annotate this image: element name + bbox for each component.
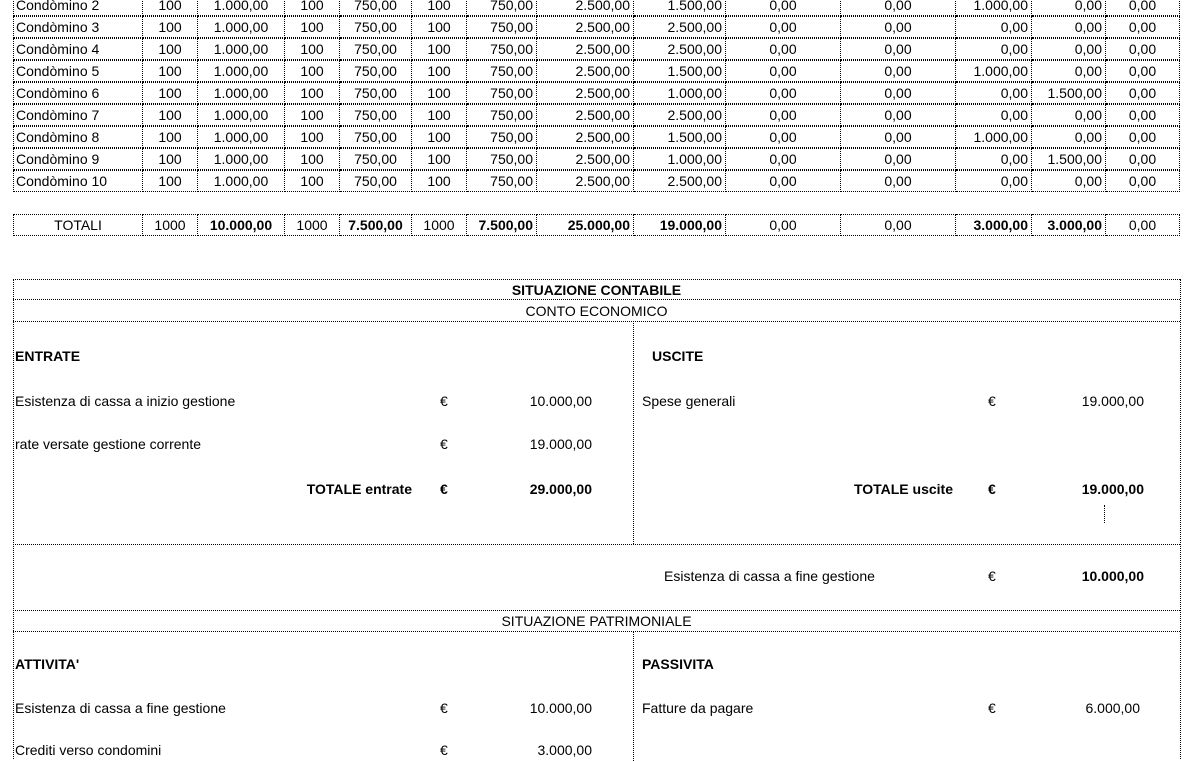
attivita-line-label: Crediti verso condomini [15, 742, 162, 758]
table-cell: 1.000,00 [198, 126, 285, 148]
table-cell: 0,00 [1032, 0, 1106, 16]
totals-cell: 3.000,00 [1032, 214, 1106, 236]
table-cell: 1.500,00 [634, 126, 726, 148]
entrate-line-label: rate versate gestione corrente [15, 436, 201, 452]
condomino-name: Condòmino 5 [13, 60, 143, 82]
euro-symbol: € [440, 700, 448, 716]
report-divider [13, 610, 1180, 611]
table-cell: 100 [285, 82, 340, 104]
table-cell: 0,00 [956, 38, 1032, 60]
table-cell: 100 [143, 38, 198, 60]
table-cell: 0,00 [726, 126, 841, 148]
table-cell: 750,00 [467, 82, 537, 104]
table-cell: 1.000,00 [956, 126, 1032, 148]
table-cell: 100 [285, 148, 340, 170]
table-cell: 100 [412, 126, 467, 148]
table-cell: 750,00 [467, 0, 537, 16]
table-cell: 1.000,00 [198, 0, 285, 16]
report-top-border [13, 279, 1180, 280]
table-cell: 0,00 [726, 104, 841, 126]
table-cell: 750,00 [467, 126, 537, 148]
table-cell: 750,00 [467, 104, 537, 126]
condomino-name: Condòmino 9 [13, 148, 143, 170]
table-cell: 0,00 [841, 82, 956, 104]
table-cell: 100 [285, 104, 340, 126]
table-cell: 100 [143, 148, 198, 170]
table-cell: 100 [285, 60, 340, 82]
table-cell: 750,00 [340, 16, 412, 38]
table-cell: 1.000,00 [198, 16, 285, 38]
euro-symbol: € [440, 742, 448, 758]
table-cell: 1.000,00 [634, 148, 726, 170]
condomino-name: Condòmino 4 [13, 38, 143, 60]
entrate-line-amount: 19.000,00 [529, 436, 592, 452]
table-cell: 100 [412, 170, 467, 192]
report-divider [13, 321, 1180, 322]
uscite-heading: USCITE [652, 348, 704, 364]
table-cell: 750,00 [467, 38, 537, 60]
table-cell: 100 [285, 16, 340, 38]
table-cell: 2.500,00 [537, 148, 634, 170]
entrate-heading: ENTRATE [15, 348, 81, 364]
table-cell: 100 [143, 126, 198, 148]
table-cell: 1.500,00 [634, 60, 726, 82]
table-cell: 0,00 [841, 38, 956, 60]
attivita-line-amount: 3.000,00 [537, 742, 592, 758]
table-cell: 0,00 [841, 104, 956, 126]
table-cell: 0,00 [1106, 126, 1180, 148]
euro-symbol: € [988, 393, 996, 409]
attivita-line-amount: 10.000,00 [529, 700, 592, 716]
passivita-heading: PASSIVITA [642, 656, 714, 672]
table-cell: 0,00 [1032, 104, 1106, 126]
table-cell: 750,00 [467, 60, 537, 82]
table-cell: 0,00 [726, 170, 841, 192]
totals-cell: 10.000,00 [198, 214, 285, 236]
totals-cell: 1000 [143, 214, 198, 236]
table-cell: 0,00 [726, 148, 841, 170]
table-cell: 0,00 [1032, 38, 1106, 60]
entrate-line-amount: 10.000,00 [529, 393, 592, 409]
table-cell: 750,00 [340, 60, 412, 82]
table-cell: 750,00 [340, 170, 412, 192]
totals-cell: 0,00 [1106, 214, 1180, 236]
entrate-line-label: Esistenza di cassa a inizio gestione [15, 393, 236, 409]
table-cell: 0,00 [956, 104, 1032, 126]
table-cell: 0,00 [1032, 60, 1106, 82]
totals-cell: 25.000,00 [537, 214, 634, 236]
table-cell: 750,00 [467, 148, 537, 170]
conto-economico-title: CONTO ECONOMICO [525, 303, 668, 319]
table-cell: 750,00 [340, 82, 412, 104]
table-cell: 0,00 [841, 148, 956, 170]
table-cell: 0,00 [1106, 38, 1180, 60]
table-cell: 0,00 [726, 82, 841, 104]
table-cell: 2.500,00 [537, 60, 634, 82]
table-cell: 100 [285, 38, 340, 60]
table-cell: 750,00 [340, 38, 412, 60]
table-cell: 100 [285, 0, 340, 16]
table-cell: 1.000,00 [198, 148, 285, 170]
euro-symbol: € [440, 481, 448, 497]
situazione-patrimoniale-title: SITUAZIONE PATRIMONIALE [501, 613, 692, 629]
table-cell: 0,00 [1032, 16, 1106, 38]
table-cell: 100 [412, 82, 467, 104]
totale-entrate-amount: 29.000,00 [529, 481, 592, 497]
table-cell: 0,00 [841, 16, 956, 38]
report-divider [13, 544, 1180, 545]
table-cell: 750,00 [340, 0, 412, 16]
table-cell: 2.500,00 [537, 0, 634, 16]
table-cell: 100 [412, 16, 467, 38]
totals-cell: 3.000,00 [956, 214, 1032, 236]
fine-gestione-label: Esistenza di cassa a fine gestione [664, 568, 875, 584]
report-column-divider [633, 631, 634, 761]
totals-cell: 7.500,00 [467, 214, 537, 236]
table-cell: 1.500,00 [1032, 82, 1106, 104]
report-right-border [1180, 279, 1181, 759]
condomino-name: Condòmino 2 [13, 0, 143, 16]
table-cell: 1.000,00 [198, 38, 285, 60]
table-cell: 100 [412, 38, 467, 60]
table-cell: 2.500,00 [537, 170, 634, 192]
totale-uscite-amount: 19.000,00 [1081, 481, 1144, 497]
table-cell: 0,00 [1106, 104, 1180, 126]
uscite-line-label: Spese generali [642, 393, 736, 409]
table-cell: 100 [412, 104, 467, 126]
table-cell: 2.500,00 [537, 104, 634, 126]
table-cell: 0,00 [841, 60, 956, 82]
table-cell: 100 [412, 148, 467, 170]
report-divider [13, 299, 1180, 300]
table-cell: 1.000,00 [956, 0, 1032, 16]
table-cell: 100 [143, 170, 198, 192]
passivita-line-label: Fatture da pagare [642, 700, 754, 716]
euro-symbol: € [440, 393, 448, 409]
table-cell: 0,00 [956, 170, 1032, 192]
table-cell: 1.000,00 [956, 60, 1032, 82]
table-cell: 0,00 [1106, 0, 1180, 16]
table-cell: 0,00 [726, 38, 841, 60]
report-column-divider [633, 321, 634, 544]
table-cell: 0,00 [956, 82, 1032, 104]
table-cell: 1.500,00 [1032, 148, 1106, 170]
attivita-heading: ATTIVITA' [15, 656, 80, 672]
table-cell: 0,00 [1106, 82, 1180, 104]
condomino-name: Condòmino 3 [13, 16, 143, 38]
table-cell: 1.500,00 [634, 0, 726, 16]
table-cell: 750,00 [467, 16, 537, 38]
totals-cell: 1000 [412, 214, 467, 236]
table-cell: 2.500,00 [537, 82, 634, 104]
table-cell: 0,00 [1032, 126, 1106, 148]
table-cell: 1.000,00 [198, 104, 285, 126]
table-cell: 1.000,00 [198, 82, 285, 104]
totals-cell: 0,00 [726, 214, 841, 236]
totals-cell: 0,00 [841, 214, 956, 236]
report-title: SITUAZIONE CONTABILE [511, 282, 682, 298]
table-cell: 0,00 [1106, 148, 1180, 170]
totale-uscite-label: TOTALE uscite [853, 481, 953, 497]
table-cell: 100 [285, 170, 340, 192]
table-cell: 750,00 [340, 148, 412, 170]
table-cell: 1.000,00 [198, 170, 285, 192]
table-cell: 100 [143, 82, 198, 104]
euro-symbol: € [988, 481, 996, 497]
table-cell: 0,00 [1106, 16, 1180, 38]
table-cell: 0,00 [726, 60, 841, 82]
totals-cell: 1000 [285, 214, 340, 236]
table-cell: 2.500,00 [634, 38, 726, 60]
table-cell: 0,00 [956, 148, 1032, 170]
condomino-name: Condòmino 8 [13, 126, 143, 148]
table-cell: 100 [412, 0, 467, 16]
table-cell: 100 [412, 60, 467, 82]
table-cell: 100 [143, 60, 198, 82]
totals-label: TOTALI [13, 214, 143, 236]
table-cell: 0,00 [841, 0, 956, 16]
table-cell: 750,00 [467, 170, 537, 192]
table-cell: 1.000,00 [634, 82, 726, 104]
totals-cell: 7.500,00 [340, 214, 412, 236]
table-cell: 0,00 [956, 16, 1032, 38]
table-cell: 0,00 [841, 126, 956, 148]
euro-symbol: € [988, 568, 996, 584]
table-cell: 0,00 [726, 0, 841, 16]
table-cell: 750,00 [340, 126, 412, 148]
euro-symbol: € [440, 436, 448, 452]
table-cell: 100 [143, 104, 198, 126]
table-cell: 100 [143, 0, 198, 16]
condomino-name: Condòmino 10 [13, 170, 143, 192]
fine-gestione-amount: 10.000,00 [1081, 568, 1144, 584]
table-cell: 100 [285, 126, 340, 148]
table-cell: 0,00 [841, 170, 956, 192]
table-cell: 2.500,00 [537, 16, 634, 38]
table-cell: 2.500,00 [537, 126, 634, 148]
table-cell: 0,00 [726, 16, 841, 38]
condomino-name: Condòmino 6 [13, 82, 143, 104]
condomino-name: Condòmino 7 [13, 104, 143, 126]
table-cell: 0,00 [1106, 60, 1180, 82]
table-cell: 2.500,00 [634, 16, 726, 38]
table-cell: 0,00 [1106, 170, 1180, 192]
euro-symbol: € [988, 700, 996, 716]
attivita-line-label: Esistenza di cassa a fine gestione [15, 700, 226, 716]
table-cell: 100 [143, 16, 198, 38]
table-cell: 1.000,00 [198, 60, 285, 82]
report-divider [13, 631, 1180, 632]
uscite-line-amount: 19.000,00 [1081, 393, 1144, 409]
totals-cell: 19.000,00 [634, 214, 726, 236]
table-cell: 2.500,00 [537, 38, 634, 60]
table-cell: 2.500,00 [634, 104, 726, 126]
passivita-line-amount: 6.000,00 [1085, 700, 1140, 716]
table-cell: 750,00 [340, 104, 412, 126]
table-cell: 0,00 [1032, 170, 1106, 192]
report-tick [1104, 505, 1105, 523]
table-cell: 2.500,00 [634, 170, 726, 192]
report-left-border [13, 279, 14, 759]
totale-entrate-label: TOTALE entrate [306, 481, 412, 497]
